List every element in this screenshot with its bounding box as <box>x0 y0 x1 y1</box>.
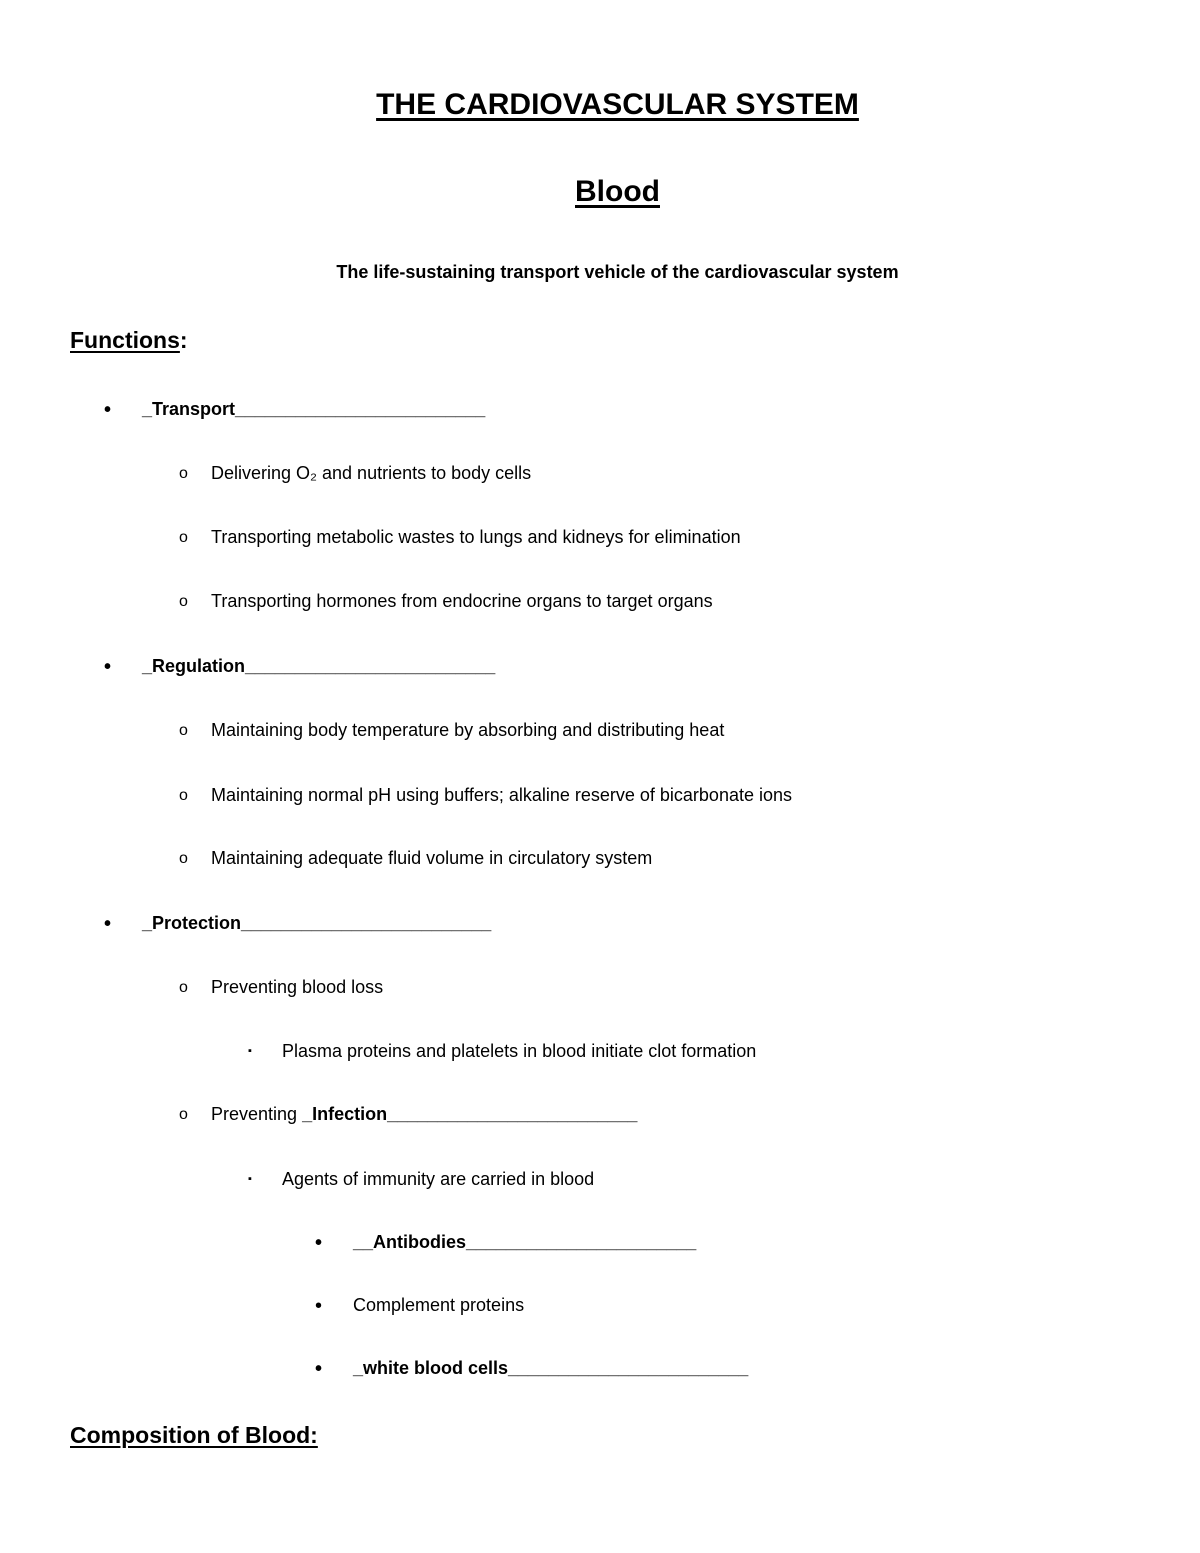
agent-text: __Antibodies_______________________ <box>353 1232 697 1252</box>
infection-prefix: Preventing <box>211 1104 303 1124</box>
square-marker: ▪ <box>248 1173 252 1185</box>
circle-marker: o <box>179 529 188 546</box>
bullet-marker: • <box>104 399 112 421</box>
circle-marker: o <box>179 850 188 867</box>
functions-heading-colon: : <box>179 327 188 353</box>
transport-subitem <box>179 527 741 548</box>
regulation-subitem-text: Maintaining normal pH using buffers; alkaline reserve of bicarbonate ions <box>211 785 792 805</box>
transport-item <box>104 399 486 421</box>
blood-loss-text: Preventing blood loss <box>211 977 384 997</box>
circle-marker: o <box>179 787 188 804</box>
agent-item <box>315 1232 697 1254</box>
circle-marker: o <box>179 1106 188 1123</box>
transport-subitem <box>179 463 532 484</box>
blood-loss-item <box>179 977 384 998</box>
regulation-subitem <box>179 785 792 806</box>
immunity-item <box>248 1169 595 1190</box>
blood-loss-detail-item <box>248 1041 757 1062</box>
bullet-marker: • <box>315 1232 323 1254</box>
regulation-label: _Regulation_________________________ <box>142 656 496 676</box>
functions-heading <box>70 327 188 354</box>
transport-subitem-text: Delivering O₂ and nutrients to body cells <box>211 463 532 483</box>
transport-label: _Transport_________________________ <box>142 399 486 419</box>
immunity-text: Agents of immunity are carried in blood <box>282 1169 595 1189</box>
transport-subitem <box>179 591 713 612</box>
regulation-subitem <box>179 848 653 869</box>
infection-item <box>179 1104 638 1125</box>
functions-heading-text: Functions <box>70 327 180 353</box>
square-marker: ▪ <box>248 1045 252 1057</box>
agent-text: Complement proteins <box>353 1295 525 1315</box>
bullet-marker: • <box>315 1295 323 1317</box>
blood-loss-detail-text: Plasma proteins and platelets in blood initiate clot formation <box>282 1041 757 1061</box>
composition-heading <box>70 1422 318 1449</box>
bullet-marker: • <box>104 913 112 935</box>
regulation-item <box>104 656 496 678</box>
agent-item <box>315 1295 525 1317</box>
circle-marker: o <box>179 465 188 482</box>
regulation-subitem-text: Maintaining adequate fluid volume in circulatory system <box>211 848 653 868</box>
agent-item <box>315 1358 749 1380</box>
circle-marker: o <box>179 593 188 610</box>
document-tagline: The life-sustaining transport vehicle of the cardiovascular system <box>336 262 899 282</box>
circle-marker: o <box>179 722 188 739</box>
protection-label: _Protection_________________________ <box>142 913 492 933</box>
circle-marker: o <box>179 979 188 996</box>
bullet-marker: • <box>315 1358 323 1380</box>
regulation-subitem-text: Maintaining body temperature by absorbing and distributing heat <box>211 720 725 740</box>
document-title: THE CARDIOVASCULAR SYSTEM <box>376 88 859 121</box>
transport-subitem-text: Transporting metabolic wastes to lungs and kidneys for elimination <box>211 527 741 547</box>
document-subtitle: Blood <box>575 175 660 208</box>
transport-subitem-text: Transporting hormones from endocrine organs to target organs <box>211 591 713 611</box>
composition-heading-text: Composition of Blood: <box>70 1422 318 1448</box>
agent-text: _white blood cells________________________ <box>353 1358 749 1378</box>
bullet-marker: • <box>104 656 112 678</box>
protection-item <box>104 913 492 935</box>
infection-label: _Infection_________________________ <box>302 1104 638 1124</box>
regulation-subitem <box>179 720 725 741</box>
